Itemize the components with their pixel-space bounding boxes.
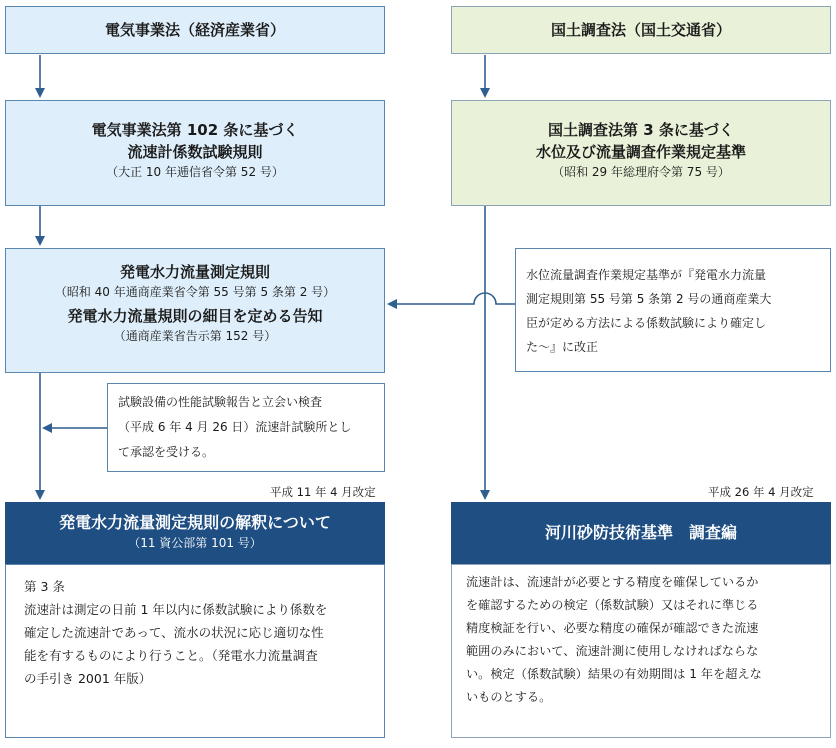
amend-line: 測定規則第 55 号第 5 条第 2 号の通商産業大 (526, 292, 772, 306)
tech-line: い。検定（係数試験）結果の有効期間は 1 年を超えな (466, 667, 762, 681)
measure-title-1: 発電水力流量測定規則 (119, 263, 270, 281)
tech-line: いものとする。 (466, 690, 552, 704)
interp-line: 第 3 条 (24, 579, 65, 594)
amendment-note-box (515, 248, 831, 372)
measure-reference-1: （昭和 40 年通商産業省令第 55 号第 5 条第 2 号） (54, 285, 336, 299)
rule-title-line2: 流速計係数試験規則 (127, 143, 263, 161)
interp-line: 確定した流速計であって、流水の状況に応じ適切な性 (24, 625, 324, 640)
tech-line: 範囲のみにおいて、流速計測に使用しなければならな (466, 644, 759, 658)
interp-line: 流速計は測定の日前 1 年以内に係数試験により係数を (24, 602, 328, 617)
tech-standard-title: 河川砂防技術基準 調査編 (544, 523, 737, 542)
interpretation-title: 発電水力流量測定規則の解釈について (59, 513, 331, 532)
amend-line: 臣が定める方法による係数試験により確定し (526, 316, 767, 330)
tech-line: 精度検証を行い、必要な精度の確保が確認できた流速 (466, 621, 759, 635)
electric-business-law-header: 電気事業法（経済産業省） (5, 6, 385, 54)
interpretation-body (5, 564, 385, 738)
approval-line: て承認を受ける。 (118, 445, 215, 459)
tech-line: を確認するための検定（係数試験）又はそれに準じる (466, 598, 759, 612)
national-land-survey-law-header: 国土調査法（国土交通省） (451, 6, 831, 54)
amend-line: た〜』に改正 (526, 340, 599, 354)
approval-line: （平成 6 年 4 月 26 日）流速計試験所とし (118, 420, 352, 434)
interpretation-reference: （11 資公部第 101 号） (128, 536, 262, 550)
approval-line: 試験設備の性能試験報告と立会い検査 (118, 395, 323, 409)
rule-title-line1: 電気事業法第 102 条に基づく (91, 121, 299, 139)
river-erosion-tech-standard-header (451, 502, 831, 564)
current-meter-test-rule-box (5, 100, 385, 206)
rule-reference: （大正 10 年逓信省令第 52 号） (106, 165, 284, 179)
test-approval-note-box (107, 383, 385, 472)
right-revision-note: 平成 26 年 4 月改定 (708, 485, 814, 499)
left-revision-note: 平成 11 年 4 月改定 (270, 485, 376, 499)
tech-standard-body (451, 564, 831, 738)
measure-reference-2: （通商産業省告示第 152 号） (113, 329, 277, 343)
hydro-flow-measurement-rule-box (5, 248, 385, 373)
measure-title-2: 発電水力流量規則の細目を定める告知 (67, 307, 323, 325)
amend-line: 水位流量調査作業規定基準が『発電水力流量 (526, 268, 767, 282)
tech-line: 流速計は、流速計が必要とする精度を確保しているか (466, 575, 759, 589)
interp-line: 能を有するものにより行うこと。（発電水力流量調査 (24, 648, 318, 663)
interpretation-header (5, 502, 385, 564)
std-reference: （昭和 29 年総理府令第 75 号） (552, 165, 730, 179)
water-level-flow-standard-box (451, 100, 831, 206)
std-title-line1: 国土調査法第 3 条に基づく (548, 121, 734, 139)
interp-line: の手引き 2001 年版） (24, 671, 152, 686)
arrow-amend-to-measure (389, 293, 515, 304)
std-title-line2: 水位及び流量調査作業規定基準 (535, 143, 746, 161)
